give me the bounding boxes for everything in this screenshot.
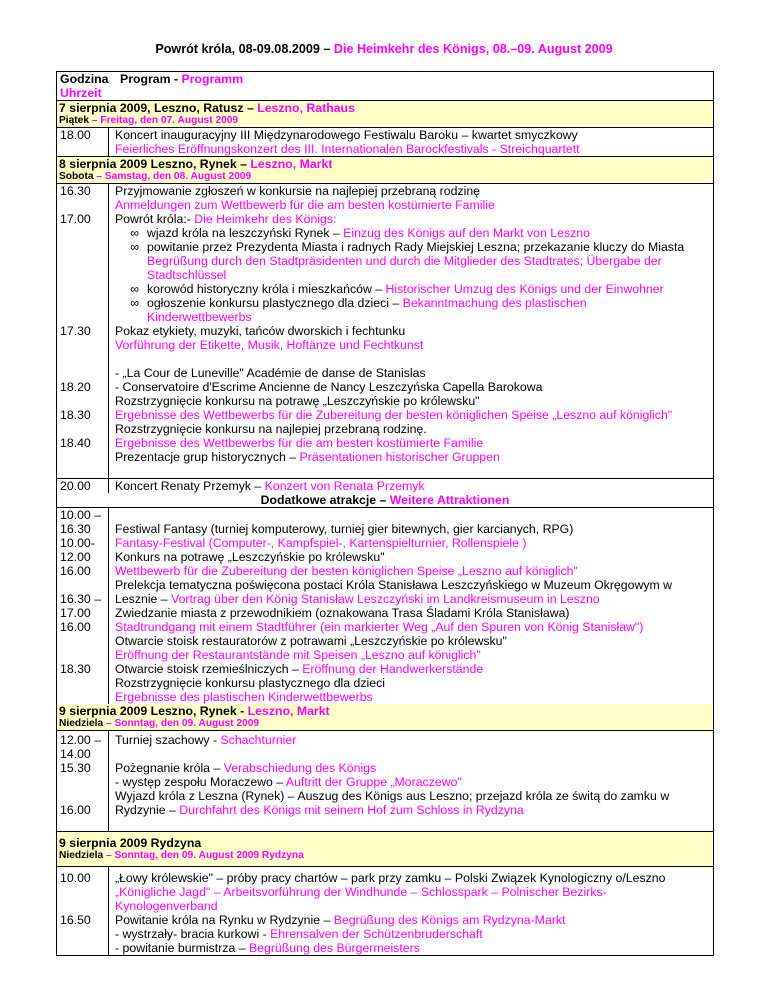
event-pl-part: Koncert Renaty Przemyk –: [115, 479, 265, 493]
event-pl: Zwiedzanie miasta z przewodnikiem (oznakowana Trasa Śladami Króla Stanisława): [115, 606, 570, 620]
header-program-pl: Program -: [120, 72, 182, 86]
event-pl: Konkurs na potrawę „Leszczyńskie po królewsku": [115, 550, 385, 564]
event-pl: - Conservatoire d'Escrime Ancienne de Nancy Leszczyńska Capella Barokowa: [115, 380, 543, 394]
row-times: [57, 184, 108, 478]
event-pl-part: Otwarcie stoisk rzemieślniczych –: [115, 662, 303, 676]
event-pl: Wyjazd króla z Leszna (Rynek) – Auszug des Königs aus Leszno; przejazd króla ze świtą do zamku w: [115, 789, 670, 803]
event-pl: Rozstrzygnięcie konkursu plastycznego dla dzieci: [115, 676, 385, 690]
event-pl: [115, 592, 711, 606]
event-pl: [115, 450, 711, 464]
bullet-icon: ∞: [130, 240, 139, 254]
program-table: [56, 71, 714, 956]
row-time: 18.00: [60, 128, 91, 142]
event-de: Kynologenverband: [115, 899, 218, 913]
event-de: Anmeldungen zum Wettbewerb für die am besten kostümierte Familie: [115, 198, 495, 212]
time-1630: 16.30: [60, 184, 91, 198]
table-row: [57, 184, 713, 479]
section-aug9-de: Leszno, Markt: [247, 704, 330, 718]
attractions-de: Weitere Attraktionen: [389, 493, 510, 507]
event-de: „Königliche Jagd" – Arbeitsvorführung der Windhunde – Schlosspark – Polnischer Bezirks-: [115, 885, 607, 899]
row-content: [108, 867, 713, 955]
row-times: [57, 731, 108, 831]
page-title: [0, 42, 768, 56]
row-content: [108, 508, 713, 704]
event-pl: Przyjmowanie zgłoszeń w konkursie na najlepiej przebraną rodzinę: [115, 184, 480, 198]
event-de-part: Konzert von Renata Przemyk: [264, 479, 425, 493]
event-de-part: Auftritt der Gruppe „Moraczewo": [285, 775, 462, 789]
event-de-part: Durchfahrt des Königs mit seinem Hof zum Schloss in Rydzyna: [179, 803, 524, 817]
event-de-part: Begrüßung durch den Stadtpräsidenten und durch die Mitglieder des Stadtrates; Übergabe der: [147, 254, 662, 268]
event-de-part: Ehrensalven der Schützenbruderschaft: [270, 927, 483, 941]
section-aug9-rydzyna: [57, 832, 713, 867]
event-pl-part: - występ zespołu Moraczewo –: [115, 775, 286, 789]
title-de: Die Heimkehr des Königs, 08.–09. August 2009: [333, 42, 613, 56]
event-pl: [115, 761, 711, 775]
row-content: [108, 184, 713, 478]
attractions-heading: [57, 493, 713, 508]
section-rydzyna-sub-de: – Sonntag, den 09. August 2009 Rydzyna: [103, 850, 304, 861]
event-pl: Rozstrzygnięcie konkursu na najlepiej przebraną rodzinę.: [115, 422, 427, 436]
event-pl: [115, 662, 711, 676]
event-pl: [115, 803, 711, 817]
bullet-icon: ∞: [130, 296, 139, 310]
event-de: Fantasy-Festival (Computer-, Kampfspiel-, Kartenspielturnier, Rollenspiele ): [115, 536, 527, 550]
event-de-part: Stadtschlüssel: [147, 268, 227, 282]
time-1530: 15.30: [60, 761, 91, 775]
section-aug7-sub-de: – Freitag, den 07. August 2009: [89, 115, 239, 126]
section-aug7-sub-pl: Piątek: [59, 115, 90, 126]
event-de: Eröffnung der Restaurantstände mit Speisen „Leszno auf königlich": [115, 648, 481, 662]
list-item: [115, 226, 711, 240]
event-pl-part: Powitanie króla na Rynku w Rydzynie –: [115, 913, 334, 927]
event-de-part: Historischer Umzug des Königs und der Einwohner: [385, 282, 664, 296]
table-row: [57, 479, 713, 493]
event-de: Wettbewerb für die Zubereitung der besten königlichen Speise „Leszno auf königlich": [115, 564, 578, 578]
time-1820: 18.20: [60, 380, 91, 394]
event-pl-part: Rydzynie –: [115, 803, 180, 817]
event-pl-part: Prezentacje grup historycznych –: [115, 450, 300, 464]
section-aug8-sub-de: – Samstag, den 08. August 2009: [93, 171, 252, 182]
section-aug8-de: Leszno, Markt: [250, 157, 333, 171]
section-aug7-pl: 7 sierpnia 2009, Leszno, Ratusz –: [59, 101, 258, 115]
event-pl-part: powitanie przez Prezydenta Miasta i radnych Rady Miejskiej Leszna; przekazanie kluczy do Miasta: [147, 240, 685, 254]
time-1600: 16.00: [60, 564, 91, 578]
event-pl: [115, 212, 711, 226]
event-pl: - „La Cour de Luneville" Académie de danse de Stanislas: [115, 366, 426, 380]
list-item: [115, 282, 711, 296]
event-de: Ergebnisse des plastischen Kinderwettbewerbs: [115, 690, 373, 704]
bullet-icon: ∞: [130, 282, 139, 296]
time-1600b: 16.00: [60, 620, 91, 634]
list-item: [115, 296, 711, 324]
row-times: [57, 508, 108, 704]
time-1000: 10.00: [60, 871, 91, 885]
section-rydzyna-sub-pl: Niedziela: [59, 850, 104, 861]
event-pl-part: - powitanie burmistrza –: [115, 941, 249, 955]
time-1830: 18.30: [60, 662, 91, 676]
event-de-part: Schachturnier: [220, 733, 297, 747]
event-pl-part: Pożegnanie króla –: [115, 761, 224, 775]
section-aug7: [57, 101, 713, 128]
event-pl: Prelekcja tematyczna poświęcona postaci Króla Stanisława Leszczyńskiego w Muzeum Okręgowym w: [115, 578, 673, 592]
event-pl: Rozstrzygnięcie konkursu na potrawę „Leszczyńskie po królewsku": [115, 394, 480, 408]
event-de-part: Verabschiedung des Königs: [223, 761, 377, 775]
time-1000: 10.00 –: [60, 508, 102, 522]
section-rydzyna-pl: 9 sierpnia 2009 Rydzyna: [59, 836, 202, 850]
event-pl-part: - wystrzały- bracia kurkowi -: [115, 927, 271, 941]
time-1200: 12.00: [60, 550, 91, 564]
time-1000b: 10.00-: [60, 536, 95, 550]
event-pl: [115, 913, 711, 927]
section-aug8-sub-pl: Sobota: [59, 171, 94, 182]
section-aug9-leszno: [57, 704, 713, 731]
event-de-part: Eröffnung der Handwerkerstände: [302, 662, 484, 676]
event-pl: Otwarcie stoisk restauratorów z potrawami „Leszczyńskie po królewsku": [115, 634, 507, 648]
event-pl-part: ogłoszenie konkursu plastycznego dla dzieci –: [147, 296, 403, 310]
event-de: Ergebnisse des Wettbewerbs für die am besten kostümierte Familie: [115, 436, 484, 450]
time-1200: 12.00 –: [60, 733, 102, 747]
event-de-part: Vortrag über den König Stanisław Leszczyński im Landkreismuseum in Leszno: [171, 592, 600, 606]
event-pl: [115, 927, 711, 941]
event-pl-part: Turniej szachowy -: [115, 733, 221, 747]
event-pl: [115, 775, 711, 789]
table-header: [57, 72, 713, 101]
time-1840: 18.40: [60, 436, 91, 450]
section-aug9-sub-de: – Sonntag, den 09. August 2009: [103, 718, 260, 729]
row-times: [57, 867, 108, 955]
event-de: Feierliches Eröffnungskonzert des III. Internationalen Barockfestivals - Streichquartett: [115, 142, 580, 156]
event-pl: [115, 733, 711, 747]
header-program: [108, 72, 713, 100]
event-de: Vorführung der Etikette, Musik, Hoftänze und Fechtkunst: [115, 338, 424, 352]
time-1700: 17.00: [60, 606, 91, 620]
time-1630b: 16.30 –: [60, 592, 102, 606]
table-row: [57, 508, 713, 704]
section-aug9-sub-pl: Niedziela: [59, 718, 104, 729]
row-content: [108, 479, 713, 493]
time-1730: 17.30: [60, 324, 91, 338]
row-time: 20.00: [60, 479, 91, 493]
attractions-pl: Dodatkowe atrakcje –: [260, 493, 390, 507]
time-1600: 16.00: [60, 803, 91, 817]
event-de: Stadtrundgang mit einem Stadtführer (ein markierter Weg „Auf den Spuren von König Stanisław"): [115, 620, 644, 634]
event-pl: Koncert inauguracyjny III Międzynarodowego Festiwalu Baroku – kwartet smyczkowy: [115, 128, 578, 142]
time-1630: 16.30: [60, 522, 91, 536]
section-aug8: [57, 157, 713, 184]
event-pl: Festiwal Fantasy (turniej komputerowy, turniej gier bitewnych, gier karcianych, RPG): [115, 522, 574, 536]
header-hour: [57, 72, 108, 100]
event-de-part: Bekanntmachung des plastischen: [402, 296, 587, 310]
event-de-part: Begrüßung des Königs am Rydzyna-Markt: [333, 913, 566, 927]
row-content: [108, 128, 713, 156]
list-item: [115, 240, 711, 282]
event-de-part: Einzug des Königs auf den Markt von Leszno: [343, 226, 590, 240]
time-1650: 16.50: [60, 913, 91, 927]
event-pl: Pokaz etykiety, muzyki, tańców dworskich i fechtunku: [115, 324, 406, 338]
section-aug9-pl: 9 sierpnia 2009 Leszno, Rynek -: [59, 704, 248, 718]
event-pl-part: wjazd króla na leszczyński Rynek –: [147, 226, 344, 240]
title-sep: –: [319, 42, 334, 56]
event-pl: [115, 941, 711, 955]
event-pl: „Łowy królewskie" – próby pracy chartów – park przy zamku – Polski Związek Kynologiczny o/Leszno: [115, 871, 666, 885]
table-row: [57, 867, 713, 956]
event-pl-part: Lesznie –: [115, 592, 172, 606]
bullet-icon: ∞: [130, 226, 139, 240]
event-de-part: Präsentationen historischer Gruppen: [299, 450, 500, 464]
header-hour-pl: Godzina: [60, 72, 109, 86]
header-program-de: Programm: [181, 72, 244, 86]
section-aug8-pl: 8 sierpnia 2009 Leszno, Rynek –: [59, 157, 251, 171]
event-de-part: Kinderwettbewerbs: [147, 310, 252, 324]
table-row: [57, 731, 713, 832]
time-1830: 18.30: [60, 408, 91, 422]
section-aug7-de: Leszno, Rathaus: [257, 101, 355, 115]
header-hour-de: Uhrzeit: [60, 86, 102, 100]
event-pl-part: Powrót króla:-: [115, 212, 195, 226]
event-pl-part: korowód historyczny króla i mieszkańców –: [147, 282, 386, 296]
table-row: [57, 128, 713, 157]
time-1700: 17.00: [60, 212, 91, 226]
event-de-part: Die Heimkehr des Königs:: [194, 212, 337, 226]
event-de: Ergebnisse des Wettbewerbs für die Zubereitung der besten königlichen Speise „Leszno auf königlich": [115, 408, 673, 422]
time-1400: 14.00: [60, 747, 91, 761]
row-content: [108, 731, 713, 831]
title-pl: Powrót króla, 08-09.08.2009: [155, 42, 320, 56]
event-de-part: Begrüßung des Bürgermeisters: [248, 941, 420, 955]
